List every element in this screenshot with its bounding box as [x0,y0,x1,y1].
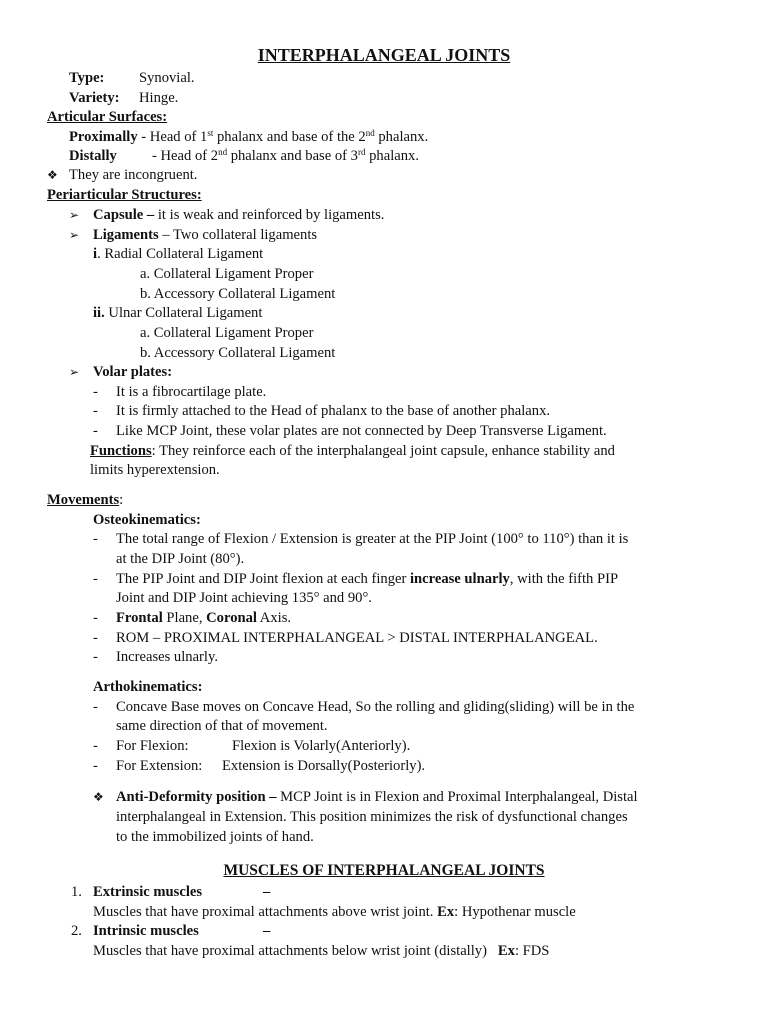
functions-line-2: limits hyperextension. [90,462,220,478]
rcl-proper: a. Collateral Ligament Proper [140,266,314,282]
anti-deformity-line: Anti-Deformity position – MCP Joint is in Flexion and Proximal Interphalangeal, Distal [116,789,638,805]
capsule-line: Capsule – it is weak and reinforced by ligaments. [93,207,385,223]
osteo-item-2-cont: Joint and DIP Joint achieving 135° and 90°. [116,590,372,606]
extrinsic-label: Extrinsic muscles [93,884,203,900]
arth-item-1: Concave Base moves on Concave Head, So the rolling and gliding(sliding) will be in the [116,699,635,715]
intrinsic-description: Muscles that have proximal attachments below wrist joint (distally) Ex: FDS [93,943,550,959]
functions-line: Functions: They reinforce each of the interphalangeal joint capsule, enhance stability and [90,443,615,459]
anti-deformity-line-3: to the immobilized joints of hand. [116,829,314,845]
arrow-bullet-icon: ➢ [69,365,80,379]
osteo-item-3: Frontal Plane, Coronal Axis. [116,610,292,626]
osteo-item-1: The total range of Flexion / Extension is greater at the PIP Joint (100° to 110°) than it is [116,531,629,547]
osteokinematics-label: Osteokinematics: [93,512,201,528]
osteo-item-5: Increases ulnarly. [116,649,218,665]
page-title: INTERPHALANGEAL JOINTS [257,45,511,65]
extrinsic-dash: – [263,884,271,900]
dash-bullet: - [93,738,98,754]
muscles-heading: MUSCLES OF INTERPHALANGEAL JOINTS [223,862,545,879]
volar-item-2: It is firmly attached to the Head of phalanx to the base of another phalanx. [116,403,551,419]
variety-label: Variety: [69,90,120,106]
variety-value: Hinge. [139,90,179,106]
periarticular-heading: Periarticular Structures: [47,187,202,203]
arrow-bullet-icon: ➢ [69,208,80,222]
dash-bullet: - [93,610,98,626]
diamond-bullet-icon: ❖ [93,790,104,804]
dash-bullet: - [93,531,98,547]
ucl-accessory: b. Accessory Collateral Ligament [140,345,336,361]
articular-heading: Articular Surfaces: [47,109,168,125]
proximal-line: Proximally - Head of 1st phalanx and base of the 2nd phalanx. [69,128,429,145]
arth-item-1-cont: same direction of that of movement. [116,718,328,734]
extrinsic-number: 1. [71,884,82,900]
intrinsic-number: 2. [71,923,82,939]
dash-bullet: - [93,699,98,715]
anti-deformity-line-2: interphalangeal in Extension. This position minimizes the risk of dysfunctional changes [116,809,628,825]
osteo-item-1-cont: at the DIP Joint (80°). [116,551,245,567]
volar-item-1: It is a fibrocartilage plate. [116,384,267,400]
diamond-bullet-icon: ❖ [47,168,58,182]
dash-bullet: - [93,571,98,587]
radial-collateral-line: i. Radial Collateral Ligament [93,246,264,262]
dash-bullet: - [93,384,98,400]
arth-flexion-value: Flexion is Volarly(Anteriorly). [232,738,411,754]
arrow-bullet-icon: ➢ [69,228,80,242]
arth-extension-value: Extension is Dorsally(Posteriorly). [222,758,426,774]
extrinsic-description: Muscles that have proximal attachments above wrist joint. Ex: Hypothenar muscle [93,904,576,920]
volar-item-3: Like MCP Joint, these volar plates are not connected by Deep Transverse Ligament. [116,423,607,439]
type-value: Synovial. [139,70,195,86]
movements-heading: Movements: [47,492,124,508]
arth-flexion-label: For Flexion: [116,738,189,754]
intrinsic-label: Intrinsic muscles [93,923,199,939]
incongruent-text: They are incongruent. [69,167,198,183]
ulnar-collateral-line: ii. Ulnar Collateral Ligament [93,305,263,321]
osteo-item-2: The PIP Joint and DIP Joint flexion at each finger increase ulnarly, with the fifth PIP [116,571,619,587]
type-label: Type: [69,70,105,86]
dash-bullet: - [93,403,98,419]
intrinsic-dash: – [263,923,271,939]
dash-bullet: - [93,649,98,665]
dash-bullet: - [93,423,98,439]
ligaments-line: Ligaments – Two collateral ligaments [93,227,318,243]
rcl-accessory: b. Accessory Collateral Ligament [140,286,336,302]
osteo-item-4: ROM – PROXIMAL INTERPHALANGEAL > DISTAL INTERPHALANGEAL. [116,630,598,646]
distal-line: - Head of 2nd phalanx and base of 3rd phalanx. [152,147,419,164]
dash-bullet: - [93,630,98,646]
arth-extension-label: For Extension: [116,758,203,774]
arthrokinematics-label: Arthokinematics: [93,679,203,695]
dash-bullet: - [93,758,98,774]
volar-plates-label: Volar plates: [93,364,173,380]
distal-label: Distally [69,148,117,164]
ucl-proper: a. Collateral Ligament Proper [140,325,314,341]
